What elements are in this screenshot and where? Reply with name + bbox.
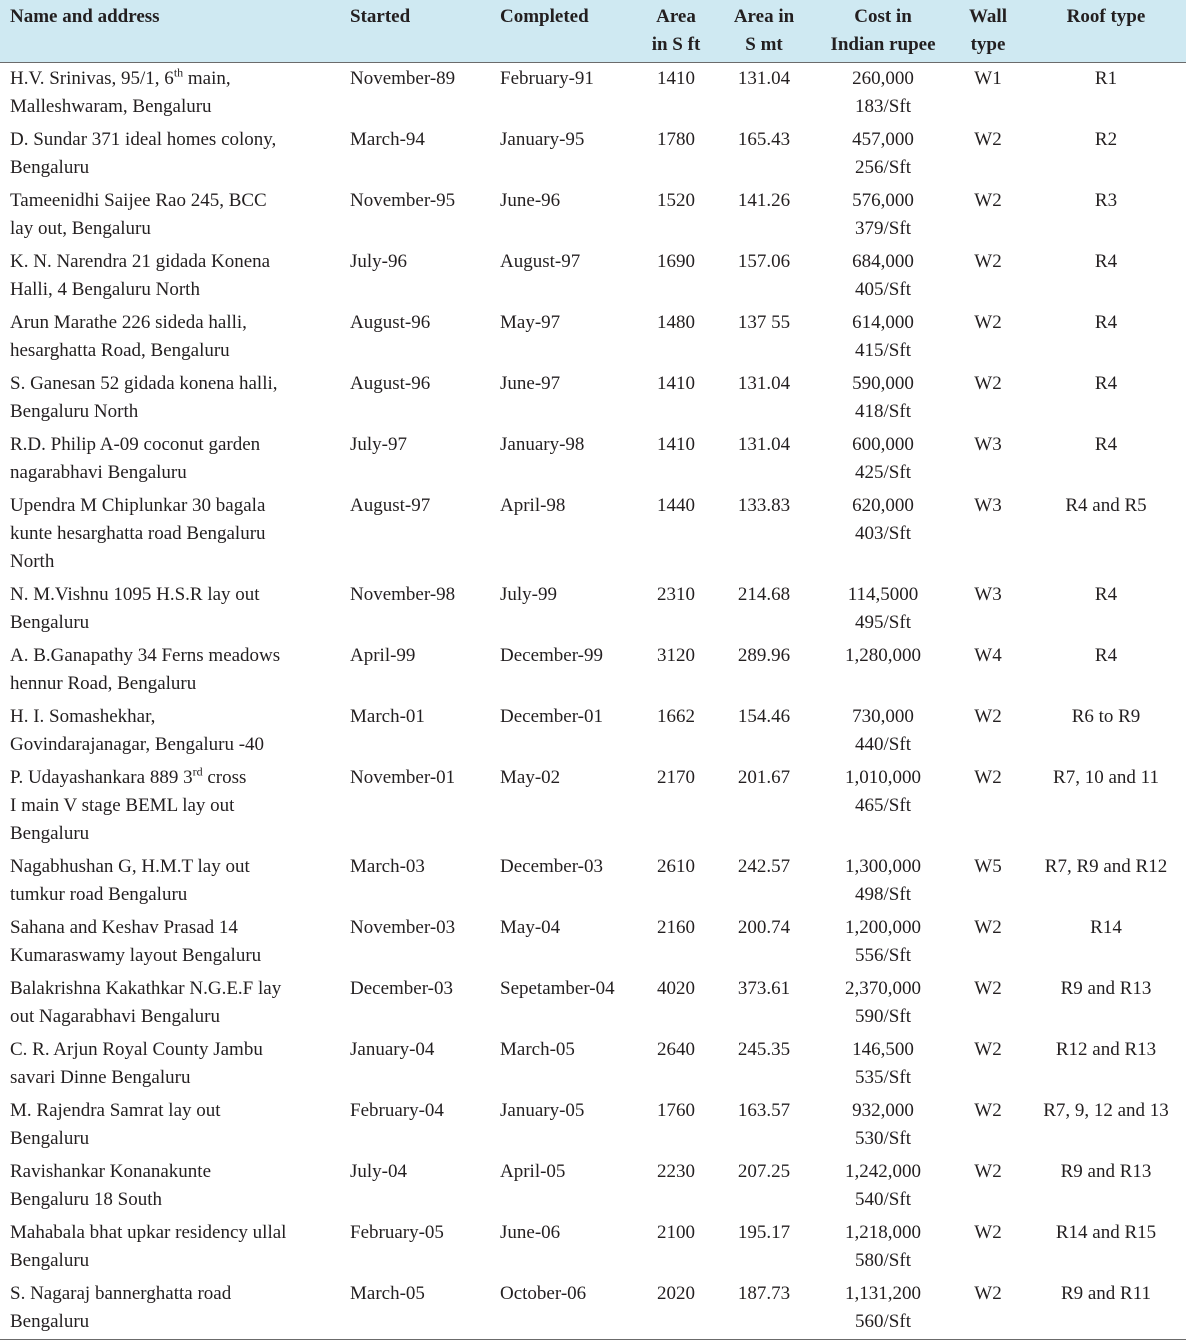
- cell-area-sft: 1760: [657, 1100, 695, 1121]
- header-row: [0, 0, 1186, 63]
- cell-completed: Sepetamber-04: [500, 978, 615, 999]
- cell-started: November-89: [350, 68, 456, 89]
- cell-area-smt: 187.73: [737, 1283, 791, 1304]
- cell-started: February-04: [350, 1100, 444, 1121]
- cell-area-sft: 1410: [657, 434, 695, 455]
- table-row: [0, 579, 1186, 640]
- header-roof-type: Roof type: [1026, 0, 1186, 63]
- cell-name: Mahabala bhat upkar residency ullal Bengaluru: [10, 1222, 287, 1271]
- cell-completed: April-98: [500, 495, 566, 516]
- cell-wall-type: W2: [974, 251, 1002, 272]
- cell-area-sft: 2640: [657, 1039, 695, 1060]
- cell-name: S. Nagaraj bannerghatta road Bengaluru: [10, 1283, 232, 1332]
- cell-started: July-96: [350, 251, 407, 272]
- cell-wall-type: W1: [974, 68, 1002, 89]
- cell-name: D. Sundar 371 ideal homes colony, Bengaluru: [10, 129, 277, 178]
- cell-name: Ravishankar Konanakunte Bengaluru 18 South: [10, 1161, 212, 1210]
- cell-started: November-01: [350, 767, 456, 788]
- cell-roof-type: R4: [1094, 584, 1118, 605]
- cell-completed: December-99: [500, 645, 604, 666]
- cell-area-smt: 242.57: [737, 856, 791, 877]
- cell-area-sft: 2310: [657, 584, 695, 605]
- header-wall-type: Wall type: [950, 0, 1026, 63]
- cell-name: Arun Marathe 226 sideda halli, hesarghatta Road, Bengaluru: [10, 312, 247, 361]
- cell-started: March-01: [350, 706, 425, 727]
- cell-area-smt: 214.68: [737, 584, 791, 605]
- cell-cost: 1,218,000 580/Sft: [845, 1222, 921, 1271]
- cell-completed: January-95: [500, 129, 585, 150]
- cell-cost: 1,131,200 560/Sft: [845, 1283, 921, 1332]
- cell-area-smt: 154.46: [737, 706, 791, 727]
- cell-name: M. Rajendra Samrat lay out Bengaluru: [10, 1100, 221, 1149]
- cell-wall-type: W2: [974, 1100, 1002, 1121]
- cell-completed: May-02: [500, 767, 561, 788]
- cell-roof-type: R3: [1094, 190, 1118, 211]
- cell-completed: April-05: [500, 1161, 566, 1182]
- cell-area-sft: 2610: [657, 856, 695, 877]
- cell-cost: 730,000 440/Sft: [852, 706, 914, 755]
- cell-area-sft: 2170: [657, 767, 695, 788]
- cell-wall-type: W2: [974, 1222, 1002, 1243]
- cell-cost: 590,000 418/Sft: [852, 373, 914, 422]
- cell-area-sft: 1780: [657, 129, 695, 150]
- cell-area-smt: 141.26: [737, 190, 791, 211]
- cell-cost: 576,000 379/Sft: [852, 190, 914, 239]
- cell-wall-type: W2: [974, 190, 1002, 211]
- cell-roof-type: R7, R9 and R12: [1044, 856, 1168, 877]
- cell-area-sft: 1690: [657, 251, 695, 272]
- cell-roof-type: R4: [1094, 251, 1118, 272]
- cell-completed: June-96: [500, 190, 561, 211]
- cell-roof-type: R12 and R13: [1055, 1039, 1157, 1060]
- cell-area-sft: 1662: [657, 706, 695, 727]
- header-completed: Completed: [490, 0, 640, 63]
- cell-started: August-96: [350, 312, 431, 333]
- cell-started: March-03: [350, 856, 425, 877]
- cell-area-sft: 1440: [657, 495, 695, 516]
- cell-started: November-98: [350, 584, 456, 605]
- cell-roof-type: R6 to R9: [1071, 706, 1141, 727]
- cell-started: November-03: [350, 917, 456, 938]
- cell-cost: 1,200,000 556/Sft: [845, 917, 921, 966]
- table-row: [0, 1095, 1186, 1156]
- cell-name: S. Ganesan 52 gidada konena halli, Bengaluru North: [10, 373, 278, 422]
- cell-area-smt: 289.96: [737, 645, 791, 666]
- cell-roof-type: R7, 9, 12 and 13: [1043, 1100, 1169, 1121]
- cell-roof-type: R4: [1094, 312, 1118, 333]
- cell-started: July-04: [350, 1161, 407, 1182]
- cell-area-smt: 373.61: [737, 978, 791, 999]
- cell-completed: May-04: [500, 917, 561, 938]
- cell-cost: 1,242,000 540/Sft: [845, 1161, 921, 1210]
- cell-started: December-03: [350, 978, 454, 999]
- cell-started: February-05: [350, 1222, 444, 1243]
- table-row: [0, 1217, 1186, 1278]
- cell-area-sft: 1480: [657, 312, 695, 333]
- cell-roof-type: R9 and R13: [1060, 978, 1152, 999]
- cell-area-smt: 245.35: [737, 1039, 791, 1060]
- cell-cost: 1,300,000 498/Sft: [845, 856, 921, 905]
- cell-name: C. R. Arjun Royal County Jambu savari Dinne Bengaluru: [10, 1039, 263, 1088]
- cell-area-smt: 131.04: [737, 373, 791, 394]
- header-started: Started: [340, 0, 490, 63]
- cell-cost: 114,5000 495/Sft: [847, 584, 919, 633]
- table-row: [0, 429, 1186, 490]
- table-row: [0, 368, 1186, 429]
- cell-area-smt: 137 55: [737, 312, 791, 333]
- cell-completed: December-01: [500, 706, 604, 727]
- cell-completed: March-05: [500, 1039, 575, 1060]
- cell-area-sft: 1520: [657, 190, 695, 211]
- cell-started: November-95: [350, 190, 456, 211]
- cell-completed: June-06: [500, 1222, 561, 1243]
- cell-cost: 932,000 530/Sft: [852, 1100, 914, 1149]
- cell-completed: December-03: [500, 856, 604, 877]
- cell-wall-type: W2: [974, 1283, 1002, 1304]
- cell-completed: February-91: [500, 68, 594, 89]
- cell-cost: 614,000 415/Sft: [852, 312, 914, 361]
- cell-roof-type: R4 and R5: [1065, 495, 1147, 516]
- cell-roof-type: R9 and R13: [1060, 1161, 1152, 1182]
- cell-roof-type: R4: [1094, 645, 1118, 666]
- cell-area-sft: 2020: [657, 1283, 695, 1304]
- table-row: [0, 185, 1186, 246]
- header-area-sft: Area in S ft: [640, 0, 712, 63]
- cell-area-smt: 165.43: [737, 129, 791, 150]
- cell-completed: October-06: [500, 1283, 587, 1304]
- cell-area-smt: 201.67: [737, 767, 791, 788]
- cell-wall-type: W2: [974, 978, 1002, 999]
- cell-name: R.D. Philip A-09 coconut garden nagarabhavi Bengaluru: [10, 434, 261, 483]
- cell-started: April-99: [350, 645, 416, 666]
- cell-wall-type: W3: [974, 434, 1002, 455]
- table-row: [0, 246, 1186, 307]
- cell-roof-type: R9 and R11: [1060, 1283, 1152, 1304]
- cell-completed: January-05: [500, 1100, 585, 1121]
- cell-area-sft: 2160: [657, 917, 695, 938]
- cell-name: Balakrishna Kakathkar N.G.E.F lay out Nagarabhavi Bengaluru: [10, 978, 282, 1027]
- cell-started: March-05: [350, 1283, 425, 1304]
- cell-name: H. I. Somashekhar, Govindarajanagar, Bengaluru -40: [10, 706, 265, 755]
- cell-area-sft: 2230: [657, 1161, 695, 1182]
- cell-area-sft: 1410: [657, 373, 695, 394]
- cell-roof-type: R4: [1094, 373, 1118, 394]
- cell-wall-type: W3: [974, 584, 1002, 605]
- table-row: [0, 640, 1186, 701]
- cell-roof-type: R1: [1094, 68, 1118, 89]
- cell-area-sft: 1410: [657, 68, 695, 89]
- table-row: [0, 912, 1186, 973]
- cell-name: P. Udayashankara 889 3rd cross I main V stage BEML lay out Bengaluru: [10, 764, 247, 844]
- table-row: [0, 1156, 1186, 1217]
- table-row: [0, 762, 1186, 851]
- table-row: [0, 1034, 1186, 1095]
- cell-completed: August-97: [500, 251, 581, 272]
- cell-started: August-96: [350, 373, 431, 394]
- cell-area-sft: 2100: [657, 1222, 695, 1243]
- cell-name: K. N. Narendra 21 gidada Konena Halli, 4 Bengaluru North: [10, 251, 271, 300]
- cell-area-smt: 131.04: [737, 434, 791, 455]
- cell-area-smt: 133.83: [737, 495, 791, 516]
- table-row: [0, 307, 1186, 368]
- cell-started: March-94: [350, 129, 425, 150]
- cell-wall-type: W2: [974, 917, 1002, 938]
- cell-completed: July-99: [500, 584, 557, 605]
- cell-wall-type: W4: [974, 645, 1002, 666]
- cell-completed: June-97: [500, 373, 561, 394]
- cell-cost: 684,000 405/Sft: [852, 251, 914, 300]
- cell-cost: 260,000 183/Sft: [852, 68, 914, 117]
- cell-area-smt: 200.74: [737, 917, 791, 938]
- cell-cost: 1,010,000 465/Sft: [845, 767, 921, 816]
- cell-completed: May-97: [500, 312, 561, 333]
- cell-area-sft: 4020: [657, 978, 695, 999]
- cell-started: August-97: [350, 495, 431, 516]
- cell-wall-type: W2: [974, 312, 1002, 333]
- cell-roof-type: R14 and R15: [1055, 1222, 1157, 1243]
- cell-started: July-97: [350, 434, 407, 455]
- cell-area-smt: 195.17: [737, 1222, 791, 1243]
- cell-roof-type: R4: [1094, 434, 1118, 455]
- table-row: [0, 973, 1186, 1034]
- header-area-smt: Area in S mt: [712, 0, 816, 63]
- table-row: [0, 124, 1186, 185]
- table-row: [0, 701, 1186, 762]
- cell-cost: 1,280,000: [845, 645, 921, 666]
- cell-cost: 457,000 256/Sft: [852, 129, 914, 178]
- cell-name: N. M.Vishnu 1095 H.S.R lay out Bengaluru: [10, 584, 260, 633]
- cell-wall-type: W3: [974, 495, 1002, 516]
- cell-cost: 2,370,000 590/Sft: [845, 978, 921, 1027]
- cell-completed: January-98: [500, 434, 585, 455]
- cell-name: A. B.Ganapathy 34 Ferns meadows hennur Road, Bengaluru: [10, 645, 281, 694]
- cell-name: Upendra M Chiplunkar 30 bagala kunte hesarghatta road Bengaluru North: [10, 495, 266, 572]
- table-row: [0, 1278, 1186, 1340]
- cell-started: January-04: [350, 1039, 435, 1060]
- cell-area-sft: 3120: [657, 645, 695, 666]
- cell-area-smt: 163.57: [737, 1100, 791, 1121]
- cell-area-smt: 157.06: [737, 251, 791, 272]
- cell-roof-type: R14: [1090, 917, 1122, 938]
- header-name: Name and address: [0, 0, 340, 63]
- cell-name: H.V. Srinivas, 95/1, 6th main, Malleshwaram, Bengaluru: [10, 65, 231, 117]
- header-cost: Cost in Indian rupee: [816, 0, 950, 63]
- cell-wall-type: W2: [974, 129, 1002, 150]
- cell-area-smt: 131.04: [737, 68, 791, 89]
- cell-wall-type: W2: [974, 1039, 1002, 1060]
- cell-wall-type: W2: [974, 1161, 1002, 1182]
- cell-roof-type: R2: [1094, 129, 1118, 150]
- cell-cost: 600,000 425/Sft: [852, 434, 914, 483]
- cell-name: Nagabhushan G, H.M.T lay out tumkur road Bengaluru: [10, 856, 250, 905]
- table-row: [0, 490, 1186, 579]
- cell-area-smt: 207.25: [737, 1161, 791, 1182]
- cell-wall-type: W5: [974, 856, 1002, 877]
- cell-cost: 620,000 403/Sft: [852, 495, 914, 544]
- cell-name: Tameenidhi Saijee Rao 245, BCC lay out, Bengaluru: [10, 190, 267, 239]
- cell-wall-type: W2: [974, 373, 1002, 394]
- cell-roof-type: R7, 10 and 11: [1053, 767, 1159, 788]
- cell-wall-type: W2: [974, 706, 1002, 727]
- table-row: [0, 851, 1186, 912]
- cell-name: Sahana and Keshav Prasad 14 Kumaraswamy layout Bengaluru: [10, 917, 262, 966]
- cell-wall-type: W2: [974, 767, 1002, 788]
- cell-cost: 146,500 535/Sft: [852, 1039, 914, 1088]
- table-row: [0, 63, 1186, 125]
